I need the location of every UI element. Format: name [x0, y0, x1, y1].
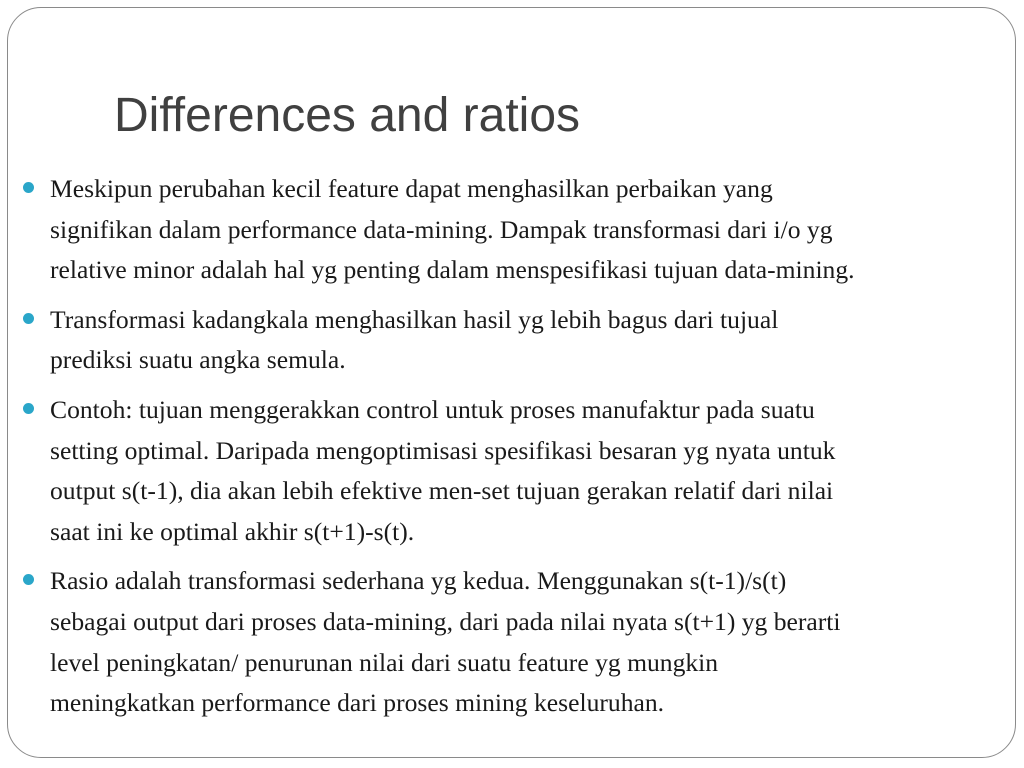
bullet-dot-icon [23, 574, 34, 585]
bullet-dot-icon [23, 313, 34, 324]
bullet-text [50, 561, 1008, 723]
bullet-item [18, 300, 1008, 381]
bullet-text [50, 390, 1008, 552]
bullet-line: Rasio adalah transformasi sederhana yg kedua. Menggunakan s(t-1)/s(t) [50, 566, 787, 596]
bullet-line: setting optimal. Daripada mengoptimisasi spesifikasi besaran yg nyata untuk [50, 435, 836, 465]
bullet-line: level peningkatan/ penurunan nilai dari suatu feature yg mungkin [50, 647, 719, 677]
bullet-item [18, 561, 1008, 723]
slide-title: Differences and ratios [114, 89, 581, 142]
bullet-line: Contoh: tujuan menggerakkan control untuk proses manufaktur pada suatu [50, 394, 815, 424]
bullet-line: signifikan dalam performance data-mining. Dampak transformasi dari i/o yg [50, 214, 833, 244]
bullet-list [18, 169, 1008, 733]
bullet-item [18, 390, 1008, 552]
bullet-line: output s(t-1), dia akan lebih efektive men-set tujuan gerakan relatif dari nilai [50, 476, 834, 506]
bullet-line: Transformasi kadangkala menghasilkan hasil yg lebih bagus dari tujual [50, 304, 779, 334]
bullet-item [18, 169, 1008, 291]
bullet-dot-icon [23, 182, 34, 193]
bullet-line: meningkatkan performance dari proses mining keseluruhan. [50, 688, 665, 718]
bullet-dot-icon [23, 403, 34, 414]
bullet-line: sebagai output dari proses data-mining, dari pada nilai nyata s(t+1) yg berarti [50, 606, 841, 636]
bullet-text [50, 169, 1008, 291]
bullet-line: prediksi suatu angka semula. [50, 345, 346, 375]
bullet-line: Meskipun perubahan kecil feature dapat menghasilkan perbaikan yang [50, 174, 773, 203]
bullet-line: relative minor adalah hal yg penting dalam menspesifikasi tujuan data-mining. [50, 255, 855, 285]
bullet-text [50, 300, 1008, 381]
bullet-line: saat ini ke optimal akhir s(t+1)-s(t). [50, 516, 415, 546]
